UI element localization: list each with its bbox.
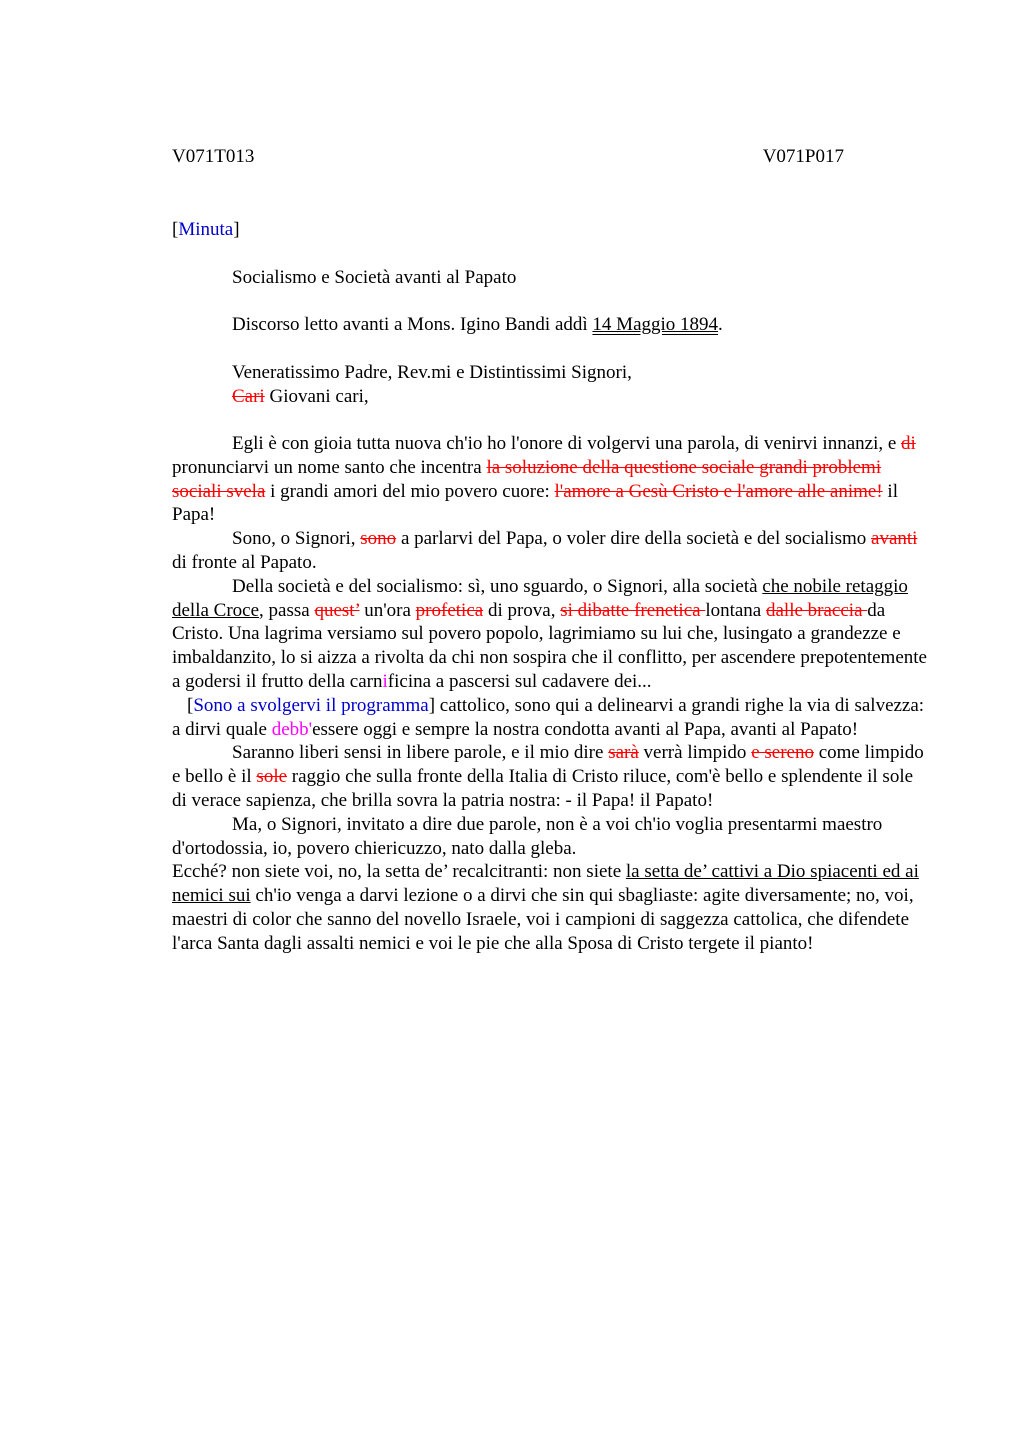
paragraph-2 bbox=[172, 527, 932, 575]
text-run: lontana bbox=[705, 599, 766, 621]
subtitle-text: Discorso letto avanti a Mons. Igino Bandi addì bbox=[232, 314, 593, 335]
deleted-text: l'amore a Gesù Cristo e l'amore alle anime! bbox=[554, 480, 883, 502]
text-run: verrà limpido bbox=[638, 742, 752, 764]
text-run: essere oggi e sempre la nostra condotta avanti al Papa, avanti al Papato! bbox=[312, 718, 859, 740]
inserted-text: debb' bbox=[271, 718, 313, 740]
deleted-text: avanti bbox=[871, 528, 918, 550]
text-run: un'ora bbox=[359, 599, 416, 621]
salutation bbox=[172, 361, 992, 409]
text-run: ] cattolico, sono qui a delinearvi a grandi righe la via di salvezza: a dirvi quale bbox=[172, 694, 925, 740]
inserted-text: i bbox=[382, 670, 388, 692]
deleted-text: si dibatte frenetica bbox=[560, 599, 706, 621]
text-run: Egli è con gioia tutta nuova ch'io ho l'onore di volgervi una parola, di venirvi innanzi, e bbox=[232, 433, 902, 454]
minuta-label bbox=[172, 218, 932, 242]
deleted-text: sono bbox=[360, 528, 397, 550]
text-run: ch'io venga a darvi lezione o a dirvi che sin qui sbagliaste: agite diversamente; no, voi, maestri di color che sanno del novello Israele, voi i campioni di saggezza cattolica, che difendete l'arca Santa dagli assalti nemici e voi le pie che alla Sposa di Cristo tergete il pianto! bbox=[172, 885, 914, 954]
text-run: come limpido e bello è il bbox=[172, 742, 924, 788]
salutation-line-2 bbox=[232, 385, 992, 409]
salutation-line-2-text: Giovani cari, bbox=[264, 385, 369, 407]
text-run: i grandi amori del mio povero cuore: bbox=[265, 480, 555, 502]
text-run: Ecché? non siete voi, no, la setta de’ recalcitranti: non siete bbox=[172, 861, 626, 883]
text-run: Sono, o Signori, bbox=[232, 528, 361, 550]
text-run: da Cristo. Una lagrima versiamo sul povero popolo, lagrimiamo su lui che, lusingato a grandezze e imbaldanzito, lo si aizza a rivolta da chi non sospira che il conflitto, per ascendere prepotentemente a godersi il frutto della carn bbox=[172, 599, 927, 692]
paragraph-3 bbox=[172, 575, 932, 694]
deleted-text: profetica bbox=[415, 599, 484, 621]
underlined-text: che nobile retaggio della Croce bbox=[172, 575, 908, 621]
text-run: il Papa! bbox=[172, 480, 898, 526]
text-run: di prova, bbox=[483, 599, 561, 621]
text-run: Saranno liberi sensi in libere parole, e il mio dire bbox=[232, 742, 609, 764]
deleted-text: di bbox=[901, 433, 916, 454]
document-title: Socialismo e Società avanti al Papato bbox=[232, 267, 517, 288]
editorial-text: Sono a svolgervi il programma bbox=[193, 694, 429, 716]
paragraph-1 bbox=[172, 432, 932, 527]
text-run: di fronte al Papato. bbox=[172, 551, 317, 573]
deleted-text: sole bbox=[256, 766, 288, 788]
header-right-code: V071P017 bbox=[762, 146, 844, 167]
underlined-text: la setta de’ cattivi a Dio spiacenti ed ai nemici sui bbox=[172, 861, 919, 907]
text-run: pronunciarvi un nome santo che incentra bbox=[172, 456, 487, 478]
paragraph-6: Ma, o Signori, invitato a dire due parole, non è a voi ch'io voglia presentarmi maestro d'ortodossia, io, povero chiericuzzo, nato dalla gleba. bbox=[172, 813, 883, 859]
paragraph-5 bbox=[172, 741, 932, 812]
bracket-close: ] bbox=[233, 219, 240, 240]
text-run: a parlarvi del Papa, o voler dire della società e del socialismo bbox=[396, 528, 872, 550]
deleted-text: Cari bbox=[232, 385, 265, 407]
body-text bbox=[172, 432, 932, 956]
subtitle-end: . bbox=[718, 314, 723, 335]
paragraph-4 bbox=[172, 694, 932, 742]
deleted-text: sarà bbox=[608, 742, 639, 764]
header-left-code: V071T013 bbox=[172, 146, 255, 167]
deleted-text: quest’ bbox=[314, 599, 360, 621]
deleted-text: dalle braccia bbox=[766, 599, 868, 621]
paragraph-7 bbox=[172, 860, 932, 955]
deleted-text: la soluzione della questione sociale grandi problemi sociali svela bbox=[172, 456, 882, 502]
document-subtitle bbox=[172, 313, 992, 337]
text-run: raggio che sulla fronte della Italia di Cristo riluce, com'è bello e splendente il sole di verace sapienza, che brilla sovra la patria nostra: - il Papa! il Papato! bbox=[172, 766, 914, 811]
minuta-text: Minuta bbox=[178, 219, 234, 240]
text-run: Della società e del socialismo: sì, uno sguardo, o Signori, alla società bbox=[232, 575, 763, 597]
deleted-text: e sereno bbox=[751, 742, 814, 764]
text-run: ficina a pascersi sul cadavere dei... bbox=[387, 670, 652, 692]
text-run: , passa bbox=[259, 599, 315, 621]
bracket-open: [ bbox=[187, 694, 194, 716]
salutation-line-1: Veneratissimo Padre, Rev.mi e Distintissimi Signori, bbox=[232, 362, 632, 383]
subtitle-date: 14 Maggio 1894 bbox=[592, 314, 719, 335]
bracket-open: [ bbox=[172, 219, 179, 240]
